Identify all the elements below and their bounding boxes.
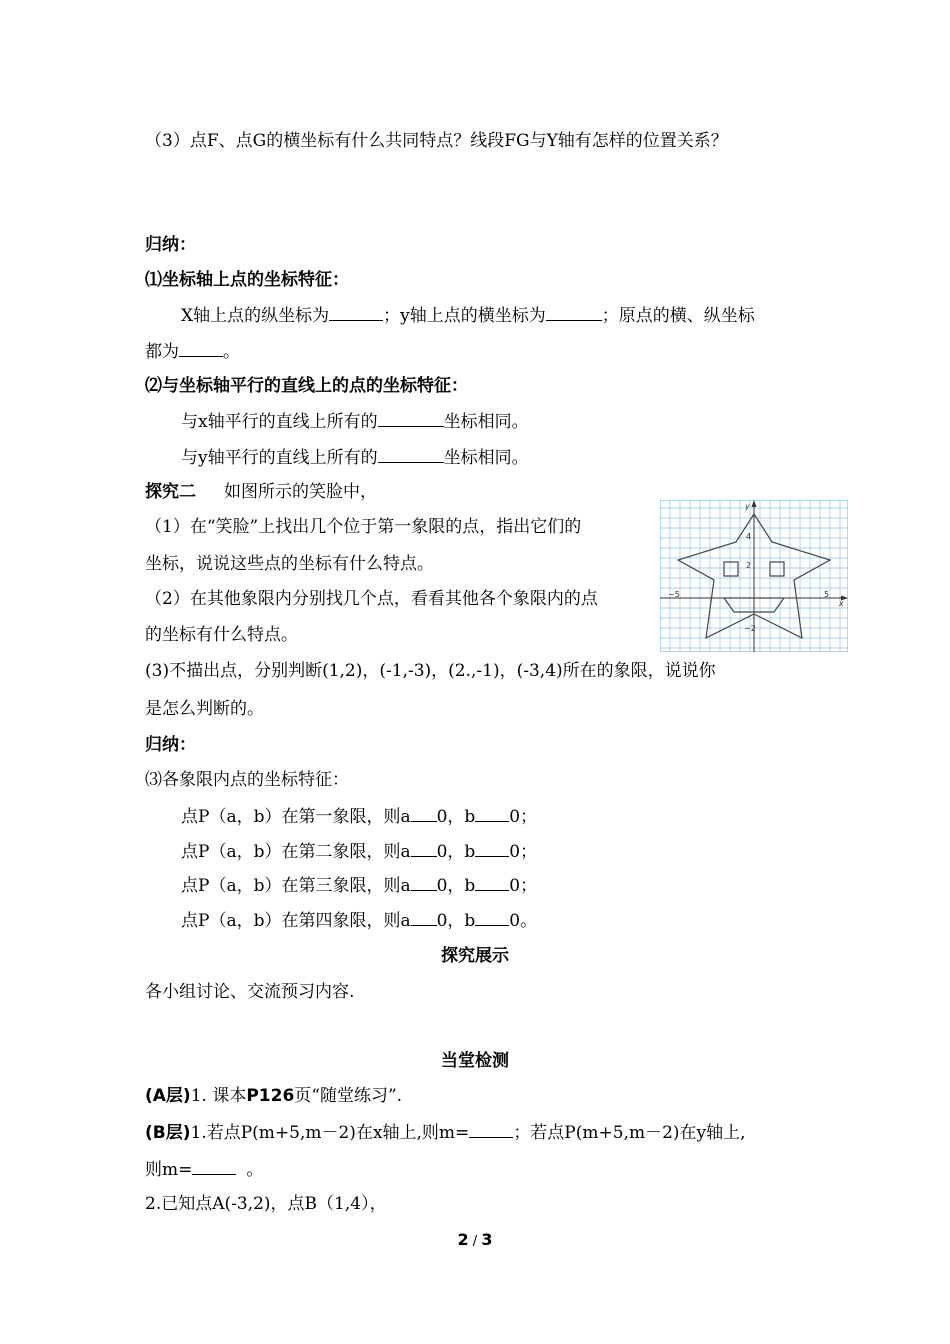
- blank: [469, 1121, 513, 1138]
- quadrant-row: [181, 805, 537, 828]
- text-segment: 。: [223, 342, 240, 362]
- text-segment: ；y轴上点的横坐标为: [383, 306, 546, 326]
- test-q2: 2.已知点A(-3,2)，点B（1,4），: [145, 1194, 387, 1214]
- text-segment: 与x轴平行的直线上所有的: [181, 412, 378, 432]
- blank: [411, 874, 437, 891]
- text-segment: 点P（a，b）在第三象限，则a: [181, 876, 411, 896]
- tick-label: −5: [668, 590, 680, 599]
- blank: [179, 340, 223, 357]
- blank: [378, 410, 444, 427]
- text-segment: 页“随堂练习”.: [294, 1086, 403, 1106]
- test-a-line: [145, 1085, 402, 1107]
- blank: [411, 909, 437, 926]
- blank: [475, 840, 509, 857]
- summary-sub-3: ⑶各象限内点的坐标特征：: [145, 770, 349, 790]
- text-segment: 。: [246, 1160, 264, 1180]
- section-heading-test: 当堂检测: [441, 1051, 509, 1071]
- test-b-line-1: [145, 1121, 746, 1144]
- text-segment: 点P（a，b）在第四象限，则a: [181, 911, 411, 931]
- smiley-star-figure: [660, 500, 848, 652]
- page-current: 2: [457, 1230, 469, 1249]
- blank: [475, 805, 509, 822]
- parallel-y-line: [181, 446, 529, 469]
- quadrant-row: [181, 874, 537, 897]
- section-heading-show: 探究展示: [441, 946, 509, 966]
- x-axis-label: x: [839, 599, 844, 608]
- text-segment: 坐标相同。: [443, 448, 529, 468]
- text-segment: 0。: [509, 911, 538, 931]
- explore-2-title-line: [145, 481, 377, 503]
- text-segment: 0；: [509, 807, 538, 827]
- y-axis-label: y: [745, 502, 750, 511]
- text-segment: 0；: [509, 876, 538, 896]
- page-number: [0, 1229, 950, 1253]
- explore-2-q1a: （1）在“笑脸”上找出几个位于第一象限的点，指出它们的: [145, 517, 582, 537]
- text-segment: X轴上点的纵坐标为: [181, 306, 330, 326]
- blank: [192, 1158, 236, 1175]
- tick-label: −2: [744, 624, 756, 633]
- tick-label: 2: [746, 561, 752, 570]
- text-segment: ；原点的横、纵坐标: [601, 306, 755, 326]
- text-segment: 0，b: [436, 911, 476, 931]
- parallel-x-line: [181, 410, 529, 433]
- blank: [378, 446, 444, 463]
- tick-label: 5: [824, 590, 830, 599]
- test-b-line-2: [145, 1158, 263, 1181]
- quadrant-row: [181, 909, 537, 932]
- explore-2-q3a: (3)不描出点，分别判断(1,2)，(-1,-3)，(2.,-1)，(-3,4)所在的象限，说说你: [145, 661, 716, 681]
- summary-sub-1: ⑴坐标轴上点的坐标特征：: [145, 270, 349, 290]
- text-segment: 都为: [145, 342, 179, 362]
- text-segment: 则m=: [145, 1160, 193, 1180]
- show-text: 各小组讨论、交流预习内容.: [145, 982, 355, 1002]
- explore-2-title: 探究二: [145, 482, 196, 502]
- blank: [411, 840, 437, 857]
- text-segment: ；若点P(m+5,m－2)在y轴上,: [513, 1123, 746, 1143]
- text-segment: 0；: [509, 842, 538, 862]
- text-segment: 0，b: [436, 842, 476, 862]
- blank: [411, 805, 437, 822]
- explore-2-q2b: 的坐标有什么特点。: [145, 625, 298, 645]
- summary-heading-2: 归纳：: [145, 735, 196, 755]
- blank: [329, 304, 383, 321]
- summary-sub-2: ⑵与坐标轴平行的直线上的点的坐标特征：: [145, 376, 468, 396]
- quadrant-row: [181, 840, 537, 863]
- explore-2-q1b: 坐标，说说这些点的坐标有什么特点。: [145, 554, 434, 574]
- question-3: （3）点F、点G的横坐标有什么共同特点？线段FG与Y轴有怎样的位置关系？: [145, 131, 728, 151]
- page-separator: /: [468, 1234, 482, 1249]
- explore-2-intro: 如图所示的笑脸中，: [224, 482, 377, 502]
- summary-heading-1: 归纳：: [145, 235, 196, 255]
- tick-label: 4: [746, 532, 752, 541]
- text-segment: 与y轴平行的直线上所有的: [181, 448, 378, 468]
- blank: [475, 874, 509, 891]
- level-label-b: (B层): [145, 1123, 191, 1143]
- explore-2-q2a: （2）在其他象限内分别找几个点，看看其他各个象限内的点: [145, 589, 598, 609]
- blank: [546, 304, 602, 321]
- text-segment: 0，b: [436, 876, 476, 896]
- axis-points-line-2: [145, 340, 240, 363]
- explore-2-q3b: 是怎么判断的。: [145, 699, 264, 719]
- page-total: 3: [481, 1230, 493, 1249]
- textbook-page: P126: [246, 1086, 295, 1106]
- text-segment: 点P（a，b）在第二象限，则a: [181, 842, 411, 862]
- blank: [475, 909, 509, 926]
- text-segment: 坐标相同。: [443, 412, 529, 432]
- level-label-a: (A层): [145, 1086, 191, 1106]
- text-segment: 1. 课本: [190, 1086, 247, 1106]
- text-segment: 点P（a，b）在第一象限，则a: [181, 807, 411, 827]
- axis-points-line-1: [181, 304, 755, 327]
- text-segment: 0，b: [436, 807, 476, 827]
- text-segment: 1.若点P(m+5,m－2)在x轴上,则m=: [190, 1123, 470, 1143]
